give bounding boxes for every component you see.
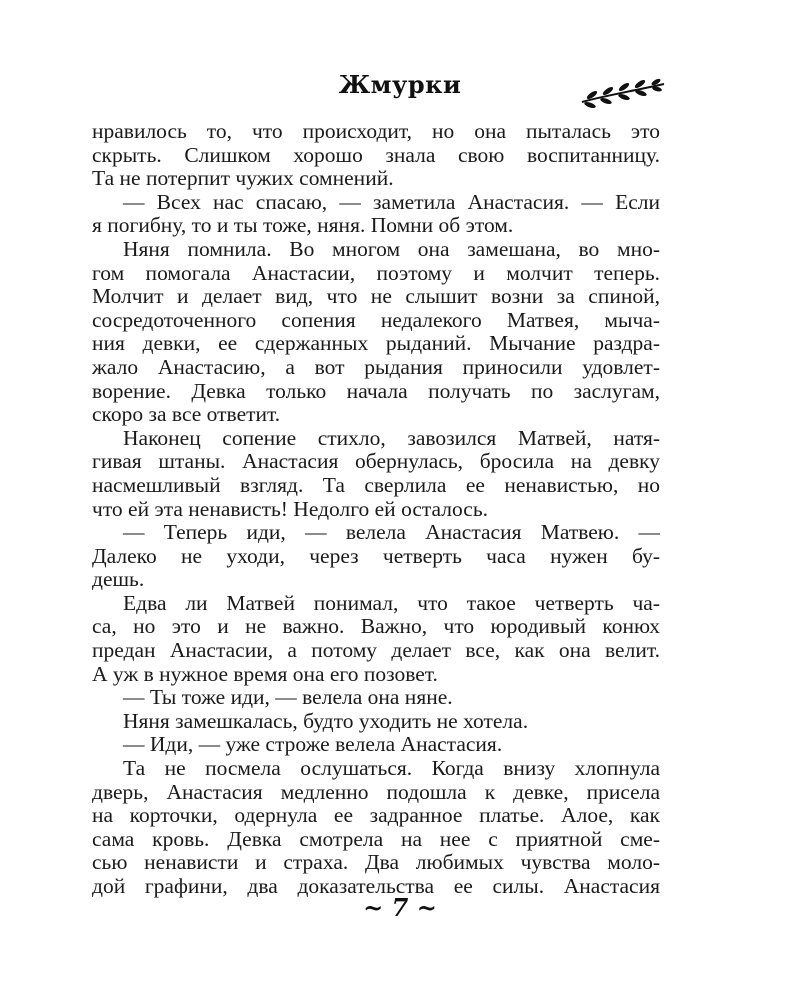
text-line: А уж в нужное время она его позовет. — [92, 661, 438, 686]
text-line: дешь. — [92, 567, 145, 592]
text-line: жало Анастасию, а вот рыдания приносили удовлет- — [92, 354, 660, 379]
text-line: насмешливый взгляд. Та сверлила ее ненавистью, но — [92, 472, 660, 497]
text-line: дой графини, два доказательства ее силы. Анастасия — [92, 874, 660, 898]
text-line: ворение. Девка только начала получать по заслугам, — [92, 378, 660, 403]
text-line: — Ты тоже иди, — велела она няне. — [123, 685, 453, 710]
text-line: на корточки, одернула ее задранное платье. Алое, как — [92, 803, 660, 828]
text-line: Молчит и делает вид, что не слышит возни за спиной, — [92, 284, 660, 309]
text-line: сосредоточенного сопения недалекого Матвея, мыча- — [92, 307, 660, 332]
text-line: я погибну, то и ты тоже, няня. Помни об этом. — [92, 213, 514, 238]
text-line: Няня помнила. Во многом она замешана, во мно- — [123, 236, 660, 261]
text-line: дверь, Анастасия медленно подошла к девке, присела — [92, 779, 660, 804]
laurel-branch-icon — [578, 78, 668, 110]
text-line: скоро за все ответит. — [92, 402, 281, 427]
text-line: скрыть. Слишком хорошо знала свою воспитанницу. — [92, 142, 660, 167]
text-line: ния девки, ее сдержанных рыданий. Мычание раздра- — [92, 331, 660, 356]
text-line: Едва ли Матвей понимал, что такое четверть ча- — [123, 590, 660, 615]
text-line: — Иди, — уже строже велела Анастасия. — [123, 732, 503, 757]
text-line: Далеко не уходи, через четверть часа нужен бу- — [92, 543, 660, 568]
text-line: Наконец сопение стихло, завозился Матвей, натя- — [123, 425, 660, 450]
text-line: са, но это и не важно. Важно, что юродивый конюх — [92, 614, 660, 639]
text-line: Та не посмела ослушаться. Когда внизу хлопнула — [123, 756, 660, 781]
text-line: что ей эта ненависть! Недолго ей осталось. — [92, 496, 489, 521]
text-line: гом помогала Анастасии, поэтому и молчит теперь. — [92, 260, 660, 285]
text-line: гивая штаны. Анастасия обернулась, бросила на девку — [92, 449, 660, 474]
page-number: ~ 7 ~ — [363, 893, 437, 922]
text-line: — Всех нас спасаю, — заметила Анастасия. — Если — [123, 189, 660, 214]
text-line: сама кровь. Девка смотрела на нее с приятной сме- — [92, 826, 660, 851]
text-line: Няня замешкалась, будто уходить не хотела. — [123, 708, 529, 733]
text-line: нравилось то, что происходит, но она пыталась это — [92, 119, 660, 143]
text-line: — Теперь иди, — велела Анастасия Матвею. — — [123, 520, 660, 545]
text-line: Та не потерпит чужих сомнений. — [92, 166, 394, 191]
body-text — [92, 120, 660, 899]
text-line: предан Анастасии, а потому делает все, как она велит. — [92, 638, 660, 663]
running-header-title: Жмурки — [338, 70, 462, 99]
text-line: сью ненависти и страха. Два любимых чувства моло- — [92, 850, 660, 875]
